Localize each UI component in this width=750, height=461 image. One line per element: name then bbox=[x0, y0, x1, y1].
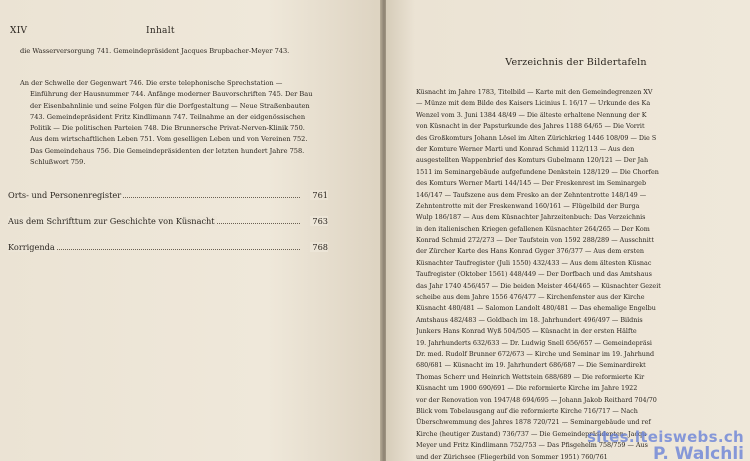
plates-heading: Verzeichnis der Bildertafeln bbox=[505, 57, 647, 68]
watermark-site: sites.lteiswebs.ch bbox=[587, 428, 744, 446]
toc-paragraph bbox=[20, 78, 318, 168]
plates-line: in den italienischen Kriegen gefallenen Küsnachter 264/265 — Der Kom bbox=[416, 224, 650, 233]
toc-paragraph bbox=[20, 46, 318, 57]
plates-line: das Jahr 1740 456/457 — Die beiden Meister 464/465 — Küsnachter Gezeit bbox=[416, 281, 661, 290]
toc-entry-korrigenda bbox=[8, 242, 328, 252]
plates-line: ausgestellten Wappenbrief des Komturs Gubelmann 120/121 — Der Jah bbox=[416, 156, 649, 165]
watermark bbox=[587, 429, 744, 461]
plates-line: Küsnacht im Jahre 1783, Titelbild — Karte mit den Gemeindegrenzen XV bbox=[416, 88, 653, 96]
plates-line: Kirche (heutiger Zustand) 736/737 — Die Gemeindepräsidenten: Jacqu bbox=[416, 429, 647, 438]
plates-line: Junkers Hans Konrad Wyß 504/505 — Küsnacht in der ersten Hälfte bbox=[416, 327, 637, 336]
plates-line: scheibe aus dem Jahre 1556 476/477 — Kirchenfenster aus der Kirche bbox=[416, 293, 645, 302]
toc-entry-title: Aus dem Schrifttum zur Geschichte von Küsnacht bbox=[8, 216, 215, 226]
plates-line: und der Zürichsee (Fliegerbild von Sommer 1951) 760/761 bbox=[416, 452, 608, 461]
plates-line: Überschwemmung des Jahres 1878 720/721 — Seminargebäude und ref bbox=[416, 418, 651, 427]
plates-line: von Küsnacht in der Papsturkunde des Jahres 1188 64/65 — Die Vorrit bbox=[416, 122, 645, 131]
plates-line: der Komture Werner Marti und Konrad Schmid 112/113 — Aus den bbox=[416, 144, 635, 153]
plates-line: der Zürcher Karte des Hans Konrad Gyger 376/377 — Aus dem ersten bbox=[416, 247, 644, 256]
right-page bbox=[386, 0, 750, 461]
toc-entry-title: Orts- und Personenregister bbox=[8, 190, 122, 200]
plates-line: 1511 im Seminargebäude aufgefundene Denkstein 128/129 — Die Chorfen bbox=[416, 167, 659, 176]
plates-line: des Großkomturs Johann Lösel im Alten Zürichkrieg 1446 108/09 — Die S bbox=[416, 133, 657, 142]
plates-line: Zehntentrotte mit der Freskenwand 160/161 — Flügelbild der Burga bbox=[416, 201, 640, 210]
toc-entry-title: Korrigenda bbox=[8, 242, 55, 252]
plates-line: Thomas Scherr und Heinrich Wettstein 688/689 — Die reformierte Kir bbox=[416, 372, 645, 381]
toc-paragraph-text: die Wasserversorgung 741. Gemeindepräsident Jacques Brupbacher-Meyer 743. bbox=[20, 47, 290, 55]
plates-line: Amtshaus 482/483 — Goldbach im 18. Jahrhundert 496/497 — Bildnis bbox=[416, 315, 643, 324]
running-title: Inhalt bbox=[146, 26, 175, 36]
toc-entry-schrifttum bbox=[8, 216, 328, 226]
plates-line: 19. Jahrhunderts 632/633 — Dr. Ludwig Snell 656/657 — Gemeindepräsi bbox=[416, 338, 652, 347]
plates-line: Dr. med. Rudolf Brunner 672/673 — Kirche und Seminar im 19. Jahrhund bbox=[416, 349, 655, 358]
toc-entry-register bbox=[8, 190, 328, 200]
toc-entry-page: 761 bbox=[312, 190, 328, 200]
plates-line: 146/147 — Taufszene aus dem Fresko an der Zehntentrotte 148/149 — bbox=[416, 190, 647, 199]
plates-line: Konrad Schmid 272/273 — Der Taufstein von 1592 288/289 — Ausschnitt bbox=[416, 236, 654, 245]
page-number: XIV bbox=[10, 26, 28, 36]
plates-line: vor der Renovation von 1947/48 694/695 — Johann Jakob Reithard 704/70 bbox=[416, 395, 657, 404]
plates-line: Küsnacht um 1900 690/691 — Die reformierte Kirche im Jahre 1922 bbox=[416, 384, 638, 393]
plates-line: — Münze mit dem Bilde des Kaisers Licinius I. 16/17 — Urkunde des Ka bbox=[416, 99, 651, 108]
plates-list bbox=[416, 87, 750, 461]
plates-line: des Komturs Werner Marti 144/145 — Der Freskenrest im Seminargeb bbox=[416, 179, 647, 188]
watermark-author: P. Walchli bbox=[653, 444, 744, 461]
toc-paragraph-text: An der Schwelle der Gegenwart 746. Die erste telephonische Sprechstation — Einführung der Hausnummer 744. Anfänge moderner Bauvorschriften 745. Der Bau der Eisenbahnlinie und seine Folgen für die Dorfgestaltung — Neue Straßenbauten 743. Gemeindepräsident Fritz Kindlimann 747. Teilnahme an der eidgenössischen Politik — Die politischen Parteien 748. Die Brunnersche Privat-Nerven-Klinik 750. Aus dem wirtschaftlichen Leben 751. Vom geselligen Leben und von Vereinen 752. Das Gemeindehaus 756. Die Gemeindepräsidenten der letzten hundert Jahre 758. Schlußwort 759. bbox=[20, 79, 313, 167]
plates-line: 680/681 — Küsnacht im 19. Jahrhundert 686/687 — Die Seminardirekt bbox=[416, 361, 646, 370]
plates-line: Wulp 186/187 — Aus dem Küsnachter Jahrzeitenbuch: Das Verzeichnis bbox=[416, 213, 646, 222]
plates-line: Blick vom Tobelausgang auf die reformierte Kirche 716/717 — Nach bbox=[416, 406, 638, 415]
toc-entry-page: 763 bbox=[312, 216, 328, 226]
toc-entry-page: 768 bbox=[312, 242, 328, 252]
plates-line: Küsnacht 480/481 — Salomon Landolt 480/481 — Das ehemalige Engelbu bbox=[416, 304, 656, 313]
plates-line: Taufregister (Oktober 1561) 448/449 — Der Dorfbach und das Amtshaus bbox=[416, 270, 652, 279]
plates-line: Küsnachter Taufregister (Juli 1550) 432/433 — Aus dem ältesten Küsnac bbox=[416, 258, 652, 267]
plates-line: Wenzel vom 3. Juni 1384 48/49 — Die älteste erhaltene Nennung der K bbox=[416, 110, 647, 119]
plates-line: Meyer und Fritz Kindlimann 752/753 — Das Pfisgehelm 758/759 — Aus bbox=[416, 441, 648, 450]
